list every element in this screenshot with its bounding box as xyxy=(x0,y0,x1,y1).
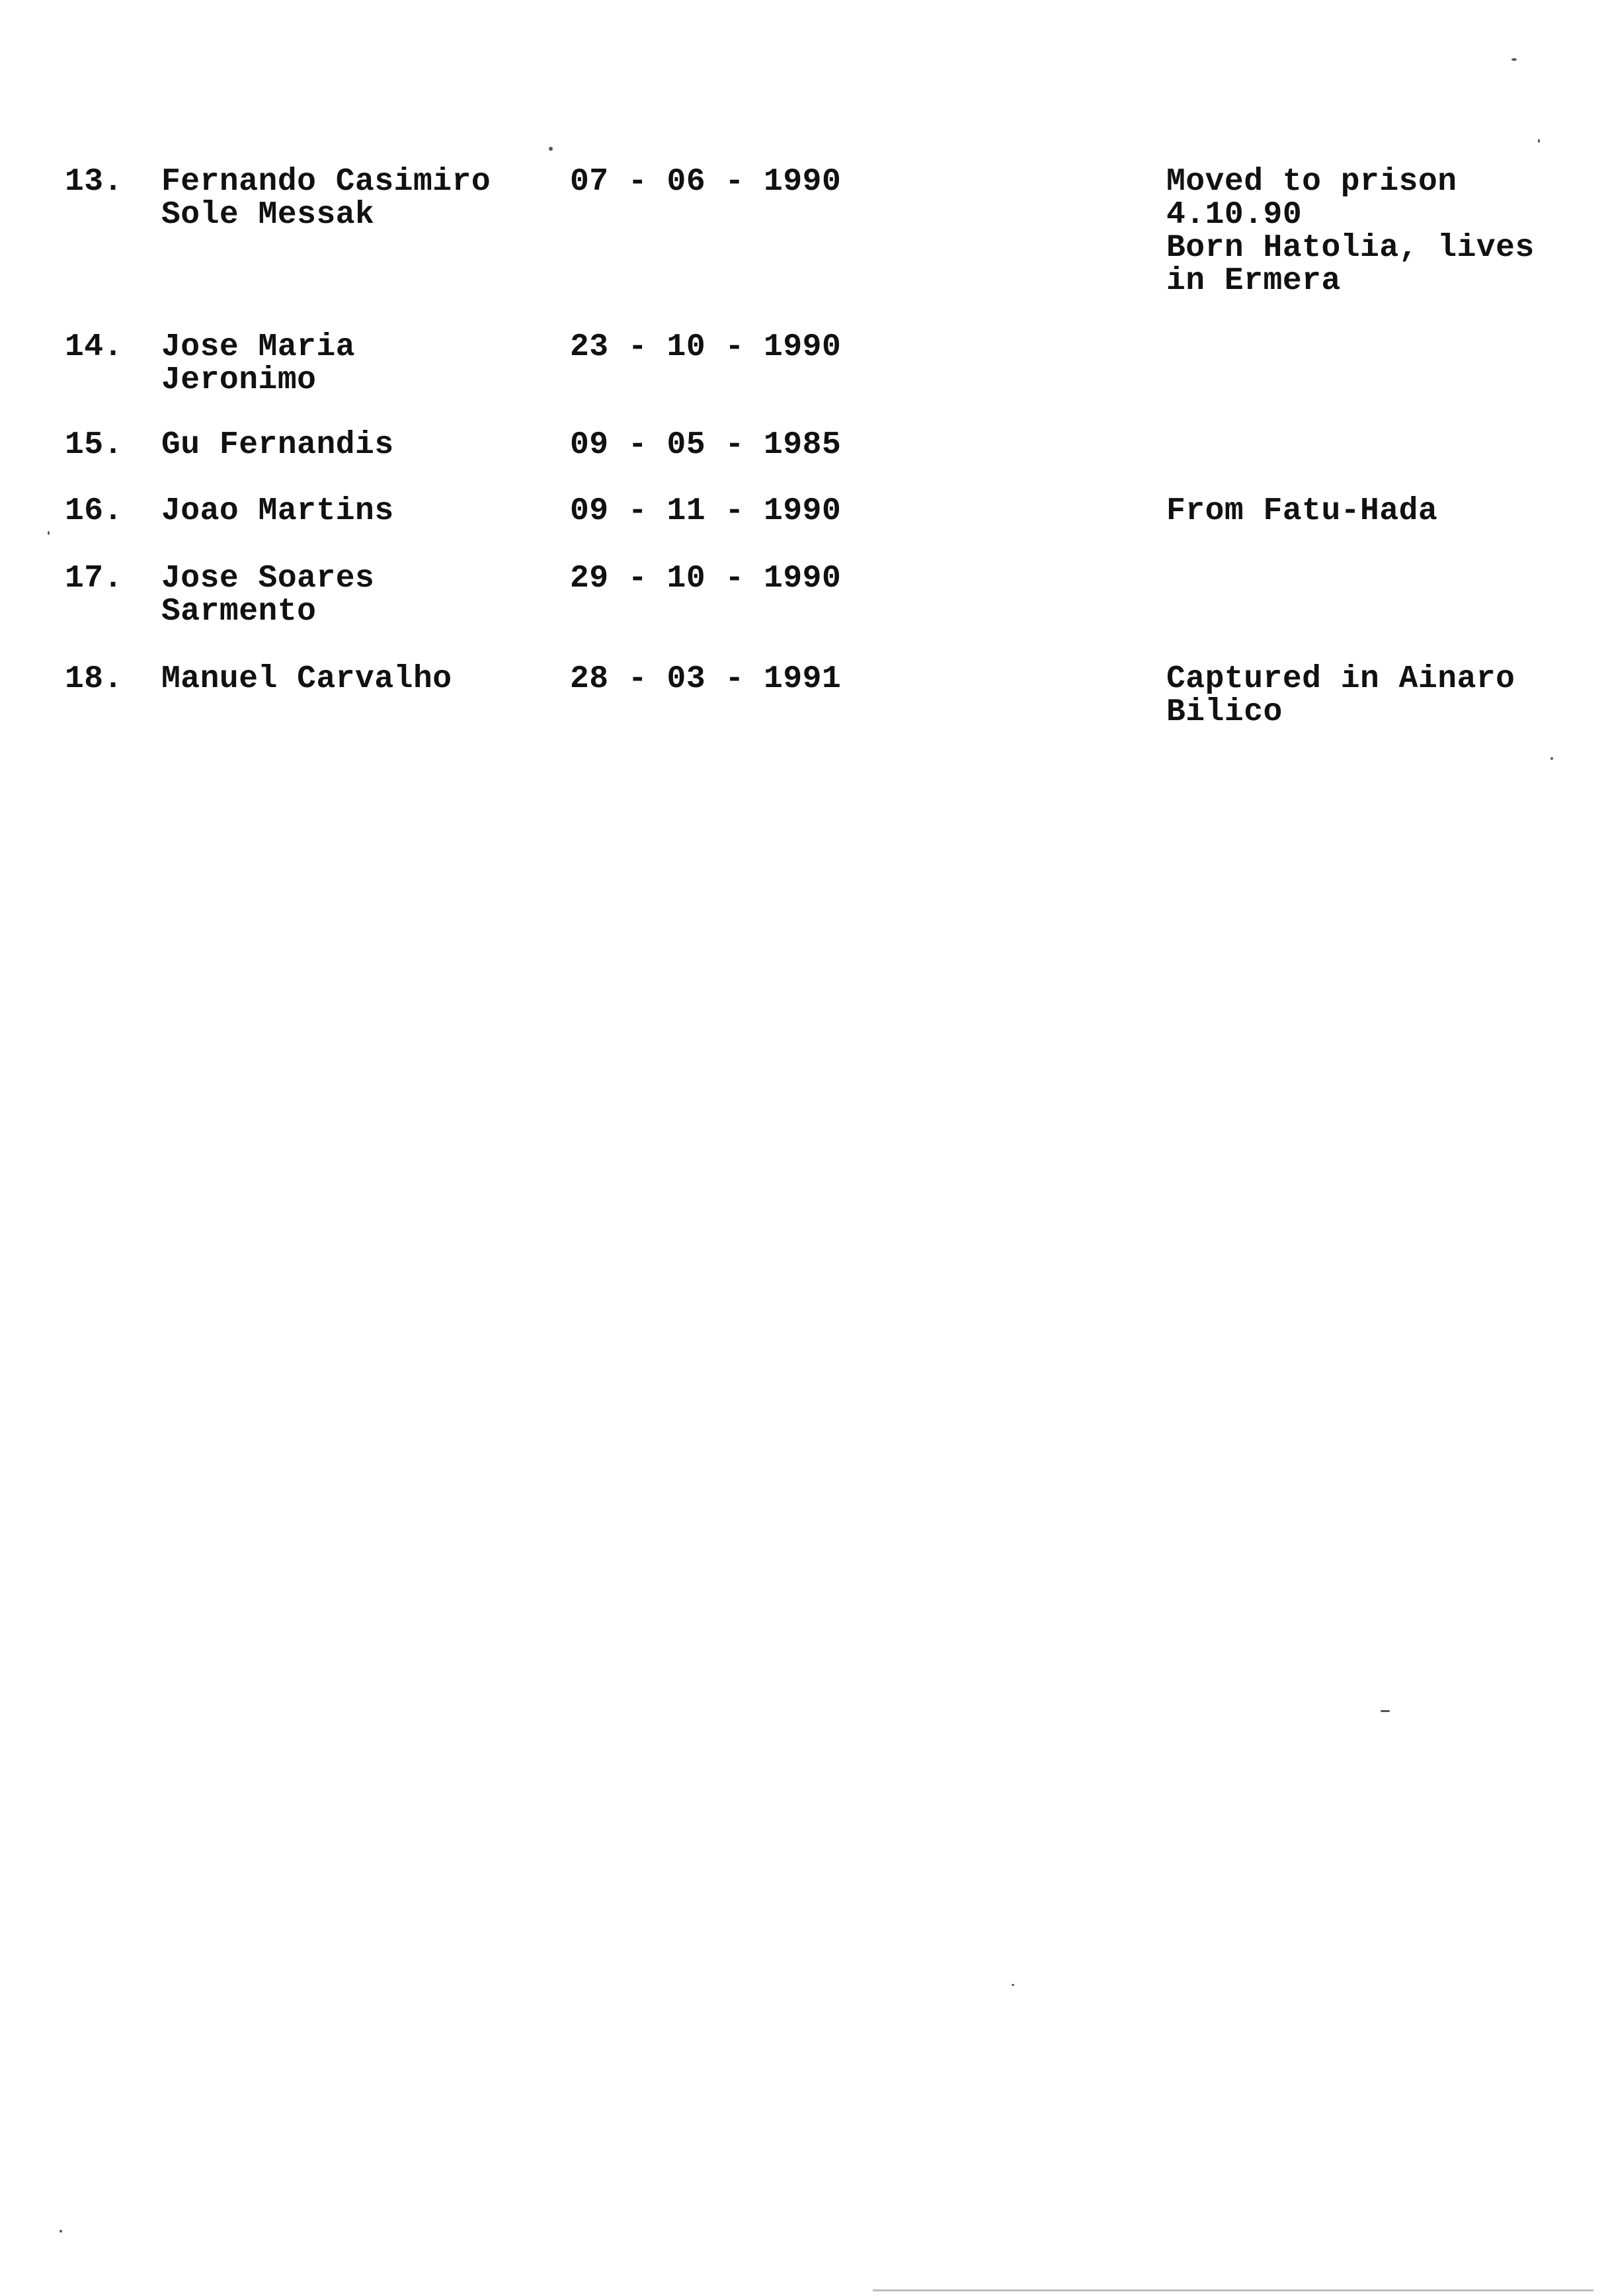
record-date: 09 - 11 - 1990 xyxy=(570,493,842,529)
scan-edge-line xyxy=(873,2289,1593,2291)
scan-speck xyxy=(1012,1984,1014,1986)
scan-speck xyxy=(549,147,553,151)
record-note: Moved to prison 4.10.90 Born Hatolia, lives in Ermera xyxy=(1166,164,1535,299)
record-date: 28 - 03 - 1991 xyxy=(570,661,842,697)
scan-speck xyxy=(1511,58,1517,61)
record-name: Fernando Casimiro Sole Messak xyxy=(161,164,491,233)
scan-speck xyxy=(1538,139,1540,143)
record-note: From Fatu-Hada xyxy=(1166,493,1438,529)
record-number: 14. xyxy=(65,329,123,365)
scan-speck xyxy=(48,531,50,535)
scan-speck xyxy=(60,2230,62,2233)
record-name: Manuel Carvalho xyxy=(161,661,452,697)
record-number: 18. xyxy=(65,661,123,697)
record-date: 07 - 06 - 1990 xyxy=(570,164,842,200)
record-date: 09 - 05 - 1985 xyxy=(570,427,842,463)
record-number: 13. xyxy=(65,164,123,200)
record-name: Joao Martins xyxy=(161,493,394,529)
record-number: 15. xyxy=(65,427,123,463)
scan-speck xyxy=(1550,757,1553,760)
record-note: Captured in Ainaro Bilico xyxy=(1166,661,1515,730)
record-number: 16. xyxy=(65,493,123,529)
record-date: 29 - 10 - 1990 xyxy=(570,561,842,596)
record-name: Gu Fernandis xyxy=(161,427,394,463)
record-date: 23 - 10 - 1990 xyxy=(570,329,842,365)
scan-speck xyxy=(1381,1710,1390,1712)
record-name: Jose Maria Jeronimo xyxy=(161,329,356,398)
record-name: Jose Soares Sarmento xyxy=(161,561,375,630)
record-number: 17. xyxy=(65,561,123,596)
